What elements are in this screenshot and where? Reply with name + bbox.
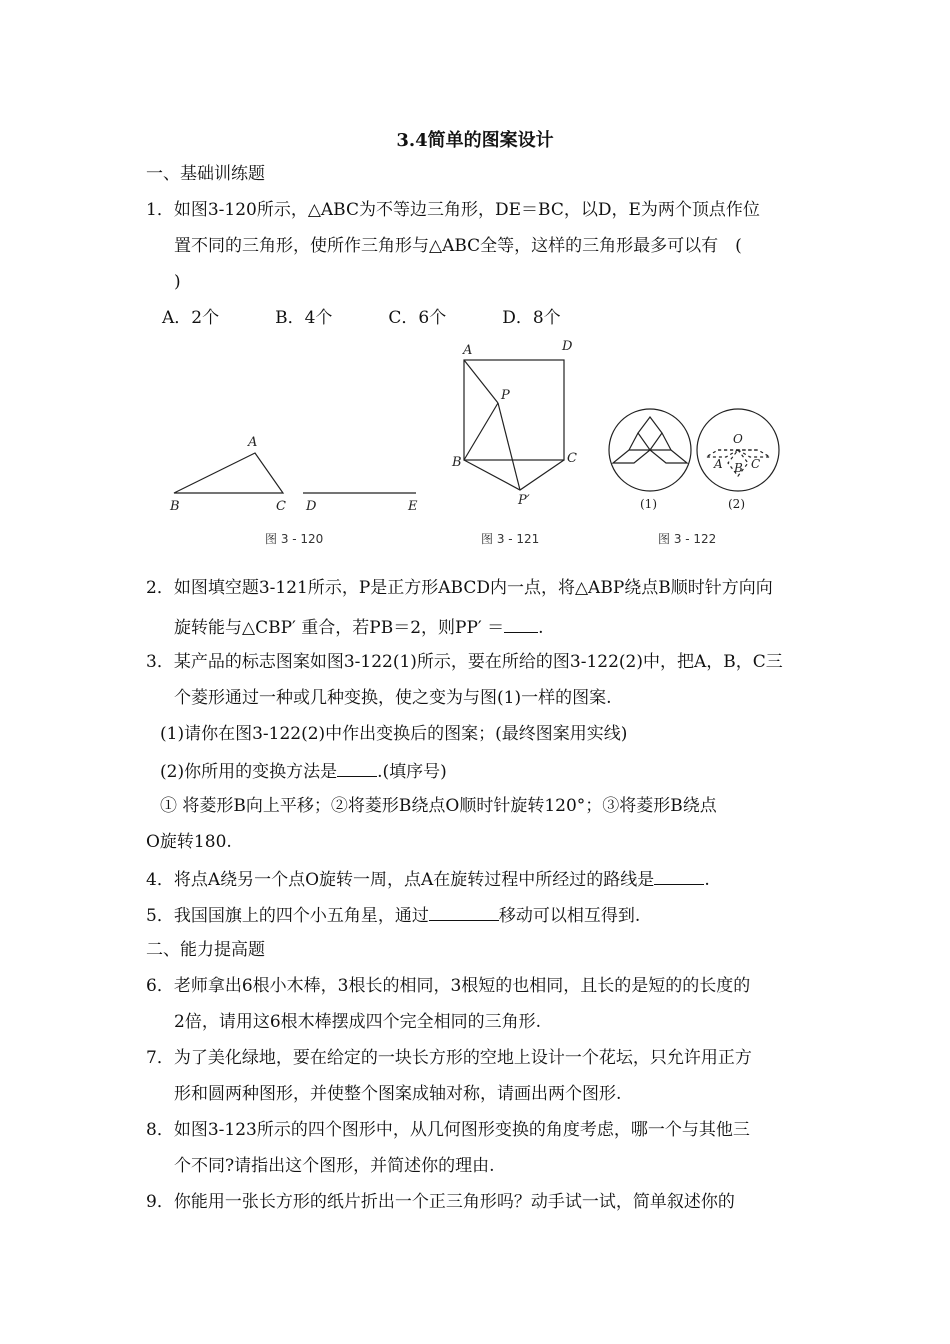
- fig122-label-c: C: [751, 457, 761, 471]
- q1-option-d: D．8个: [502, 308, 561, 328]
- q4-end: .: [704, 870, 710, 890]
- q1-options: [162, 306, 617, 330]
- q1-option-b: B．4个: [275, 308, 333, 328]
- fig122-label-b: B: [734, 461, 743, 475]
- fig120-label-e: E: [408, 499, 418, 514]
- q3-line6: O旋转180.: [146, 832, 232, 852]
- figure-3-120: [174, 453, 416, 493]
- q1-line1: 1．如图3-120所示，△ABC为不等边三角形，DE＝BC，以D，E为两个顶点作位: [146, 200, 760, 220]
- q3-line1: 3．某产品的标志图案如图3-122(1)所示，要在所给的图3-122(2)中，把A，B，C三: [146, 652, 783, 672]
- rhombus-a: [706, 450, 738, 457]
- q7-line1: 7．为了美化绿地，要在给定的一块长方形的空地上设计一个花坛，只允许用正方: [146, 1048, 752, 1068]
- fig122-label-a: A: [714, 457, 723, 471]
- q2-line2-text: 旋转能与△CBP′ 重合，若PB＝2，则PP′ ＝: [174, 618, 505, 638]
- q3-line3: (1)请你在图3-122(2)中作出变换后的图案；(最终图案用实线): [160, 724, 628, 744]
- caption-3-122: 图 3 - 122: [658, 532, 717, 546]
- fig120-label-b: B: [170, 499, 180, 514]
- q6-line1: 6．老师拿出6根小木棒，3根长的相同，3根短的也相同，且长的是短的的长度的: [146, 976, 751, 996]
- figure-3-122-1: [609, 409, 691, 491]
- rhombus-right: [650, 450, 687, 463]
- q2-answer-blank[interactable]: [504, 614, 538, 633]
- q8-line2: 个不同?请指出这个图形，并简述你的理由.: [174, 1156, 495, 1176]
- q3-line2: 个菱形通过一种或几种变换，使之变为与图(1)一样的图案.: [174, 688, 612, 708]
- q6-line2: 2倍，请用这6根木棒摆成四个完全相同的三角形.: [174, 1012, 542, 1032]
- figure-3-122-2: [697, 409, 779, 491]
- q1-line3: ): [174, 272, 181, 292]
- q9-line1: 9．你能用一张长方形的纸片折出一个正三角形吗？动手试一试，简单叙述你的: [146, 1192, 735, 1212]
- q4-answer-blank[interactable]: [654, 866, 704, 885]
- q5-end: 移动可以相互得到.: [498, 906, 641, 926]
- fig121-label-p: P: [501, 388, 510, 403]
- figures-row: [160, 340, 780, 520]
- figure-3-121: [464, 360, 564, 490]
- square-abcd: [464, 360, 564, 460]
- fig121-label-d: D: [562, 340, 573, 354]
- q5-answer-blank[interactable]: [429, 902, 499, 921]
- fig120-label-a: A: [248, 435, 258, 450]
- caption-3-121: 图 3 - 121: [481, 532, 540, 546]
- triangle-abc: [174, 453, 283, 493]
- fig121-label-c: C: [567, 451, 577, 466]
- fig121-label-a: A: [463, 343, 473, 358]
- page-title: 3.4简单的图案设计: [396, 130, 554, 151]
- q3-answer-blank[interactable]: [337, 758, 377, 777]
- section-advanced-heading: 二、能力提高题: [146, 940, 265, 960]
- caption-3-120: 图 3 - 120: [265, 532, 324, 546]
- q5-line: [146, 902, 640, 928]
- q2-line2: [174, 614, 544, 640]
- q1-option-a: A．2个: [162, 308, 220, 328]
- q1-option-c: C．6个: [388, 308, 447, 328]
- q4-text: 4．将点A绕另一个点O旋转一周，点A在旋转过程中所经过的路线是: [146, 870, 655, 890]
- fig120-label-c: C: [276, 499, 286, 514]
- q3-line5: ① 将菱形B向上平移；②将菱形B绕点O顺时针旋转120°；③将菱形B绕点: [160, 796, 717, 816]
- fig120-label-d: D: [306, 499, 317, 514]
- q5-text: 5．我国国旗上的四个小五角星，通过: [146, 906, 429, 926]
- fig122-label-2: (2): [728, 497, 745, 511]
- fig121-label-p-prime: P′: [518, 493, 530, 508]
- q3-line4-text: (2)你所用的变换方法是: [160, 762, 338, 782]
- rhombus-top: [638, 417, 662, 450]
- q2-line2-end: .: [538, 618, 544, 638]
- fig122-label-1: (1): [640, 497, 657, 511]
- fig121-label-b: B: [452, 455, 462, 470]
- q8-line1: 8．如图3-123所示的四个图形中，从几何图形变换的角度考虑，哪一个与其他三: [146, 1120, 750, 1140]
- q7-line2: 形和圆两种图形，并使整个图案成轴对称，请画出两个图形.: [174, 1084, 622, 1104]
- q4-line: [146, 866, 710, 892]
- rhombus-left: [613, 450, 650, 463]
- fig122-label-o: O: [733, 432, 743, 446]
- section-basic-heading: 一、基础训练题: [146, 164, 265, 184]
- q2-line1: 2．如图填空题3-121所示，P是正方形ABCD内一点，将△ABP绕点B顺时针方向向: [146, 578, 773, 598]
- q3-line4: [160, 758, 447, 784]
- q1-line2: 置不同的三角形，使所作三角形与△ABC全等，这样的三角形最多可以有 (: [174, 236, 742, 256]
- q3-line4-end: .(填序号): [377, 762, 447, 782]
